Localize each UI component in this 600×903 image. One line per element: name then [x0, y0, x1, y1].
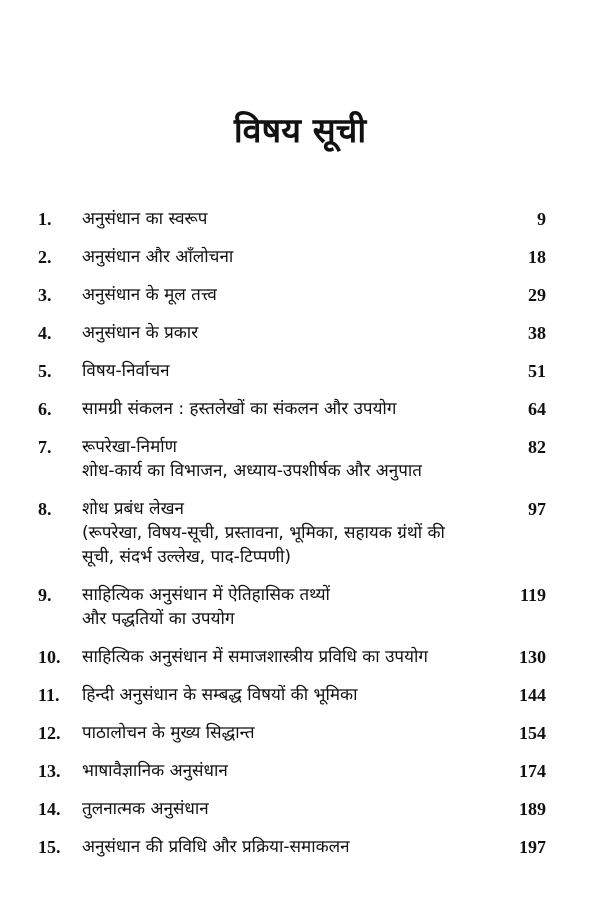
entry-title-line: सामग्री संकलन : हस्तलेखों का संकलन और उपयोग — [82, 399, 397, 419]
entry-title — [82, 207, 496, 231]
entry-number: 1. — [38, 209, 52, 229]
entry-title-line: अनुसंधान के प्रकार — [82, 323, 199, 343]
entry-number: 13. — [38, 761, 61, 781]
toc-entry — [38, 835, 546, 859]
entry-page-number: 197 — [519, 837, 546, 857]
entry-number: 6. — [38, 399, 52, 419]
entry-number: 11. — [38, 685, 60, 705]
toc-entry — [38, 721, 546, 745]
entry-number: 9. — [38, 585, 52, 605]
entry-page-number: 144 — [519, 685, 546, 705]
entry-page-number: 130 — [519, 647, 546, 667]
toc-entry — [38, 283, 546, 307]
entry-title-line: रूपरेखा-निर्माण — [82, 437, 177, 457]
entry-title — [82, 835, 496, 859]
entry-title — [82, 245, 496, 269]
entry-number: 8. — [38, 499, 52, 519]
entry-title — [82, 435, 496, 483]
entry-title — [82, 583, 496, 631]
entry-page-number: 51 — [528, 361, 546, 381]
entry-title — [82, 683, 496, 707]
toc-entry — [38, 797, 546, 821]
entry-page-number: 9 — [537, 209, 546, 229]
toc-entry — [38, 645, 546, 669]
entry-title — [82, 283, 496, 307]
entry-number: 12. — [38, 723, 61, 743]
entry-number: 14. — [38, 799, 61, 819]
entry-title-line: अनुसंधान का स्वरूप — [82, 209, 208, 229]
entry-page-number: 38 — [528, 323, 546, 343]
entry-page-number: 174 — [519, 761, 546, 781]
entry-title — [82, 497, 496, 569]
entry-page-number: 18 — [528, 247, 546, 267]
page-title: विषय सूची — [233, 111, 367, 151]
entry-page-number: 29 — [528, 285, 546, 305]
entry-title — [82, 397, 496, 421]
entry-title — [82, 359, 496, 383]
entry-title — [82, 321, 496, 345]
toc-entry — [38, 207, 546, 231]
entry-number: 2. — [38, 247, 52, 267]
entry-title-line: साहित्यिक अनुसंधान में समाजशास्त्रीय प्रविधि का उपयोग — [82, 647, 428, 667]
entry-title-line: (रूपरेखा, विषय-सूची, प्रस्तावना, भूमिका, सहायक ग्रंथों की — [82, 523, 445, 543]
entry-page-number: 97 — [528, 499, 546, 519]
entry-number: 15. — [38, 837, 61, 857]
entry-number: 5. — [38, 361, 52, 381]
entry-page-number: 189 — [519, 799, 546, 819]
entry-number: 4. — [38, 323, 52, 343]
toc-entry — [38, 759, 546, 783]
entry-title-line: अनुसंधान की प्रविधि और प्रक्रिया-समाकलन — [82, 837, 350, 857]
entry-title-line: शोध प्रबंध लेखन — [82, 499, 184, 519]
entry-page-number: 64 — [528, 399, 546, 419]
entry-title-line: और पद्धतियों का उपयोग — [82, 609, 235, 629]
toc-entry — [38, 245, 546, 269]
entry-title-line: सूची, संदर्भ उल्लेख, पाद-टिप्पणी) — [82, 547, 292, 567]
toc-entry — [38, 497, 546, 569]
entry-page-number: 82 — [528, 437, 546, 457]
entry-title — [82, 721, 496, 745]
entry-number: 10. — [38, 647, 61, 667]
toc-entry — [38, 435, 546, 483]
entry-title-line: पाठालोचन के मुख्य सिद्धान्त — [82, 723, 255, 743]
toc-entry — [38, 321, 546, 345]
toc-entry — [38, 359, 546, 383]
toc-entry — [38, 683, 546, 707]
entry-title — [82, 645, 496, 669]
table-of-contents — [38, 207, 546, 873]
toc-entry — [38, 397, 546, 421]
entry-page-number: 154 — [519, 723, 546, 743]
entry-title-line: भाषावैज्ञानिक अनुसंधान — [82, 761, 228, 781]
entry-title-line: अनुसंधान के मूल तत्त्व — [82, 285, 217, 305]
entry-title-line: तुलनात्मक अनुसंधान — [82, 799, 209, 819]
entry-page-number: 119 — [519, 585, 546, 605]
entry-number: 3. — [38, 285, 52, 305]
toc-entry — [38, 583, 546, 631]
entry-title-line: विषय-निर्वाचन — [82, 361, 170, 381]
entry-title-line: साहित्यिक अनुसंधान में ऐतिहासिक तथ्यों — [82, 585, 330, 605]
entry-title — [82, 759, 496, 783]
entry-title-line: हिन्दी अनुसंधान के सम्बद्ध विषयों की भूमिका — [82, 685, 358, 705]
entry-title — [82, 797, 496, 821]
entry-title-line: शोध-कार्य का विभाजन, अध्याय-उपशीर्षक और अनुपात — [82, 461, 422, 481]
entry-title-line: अनुसंधान और आँलोचना — [82, 247, 234, 267]
entry-number: 7. — [38, 437, 52, 457]
